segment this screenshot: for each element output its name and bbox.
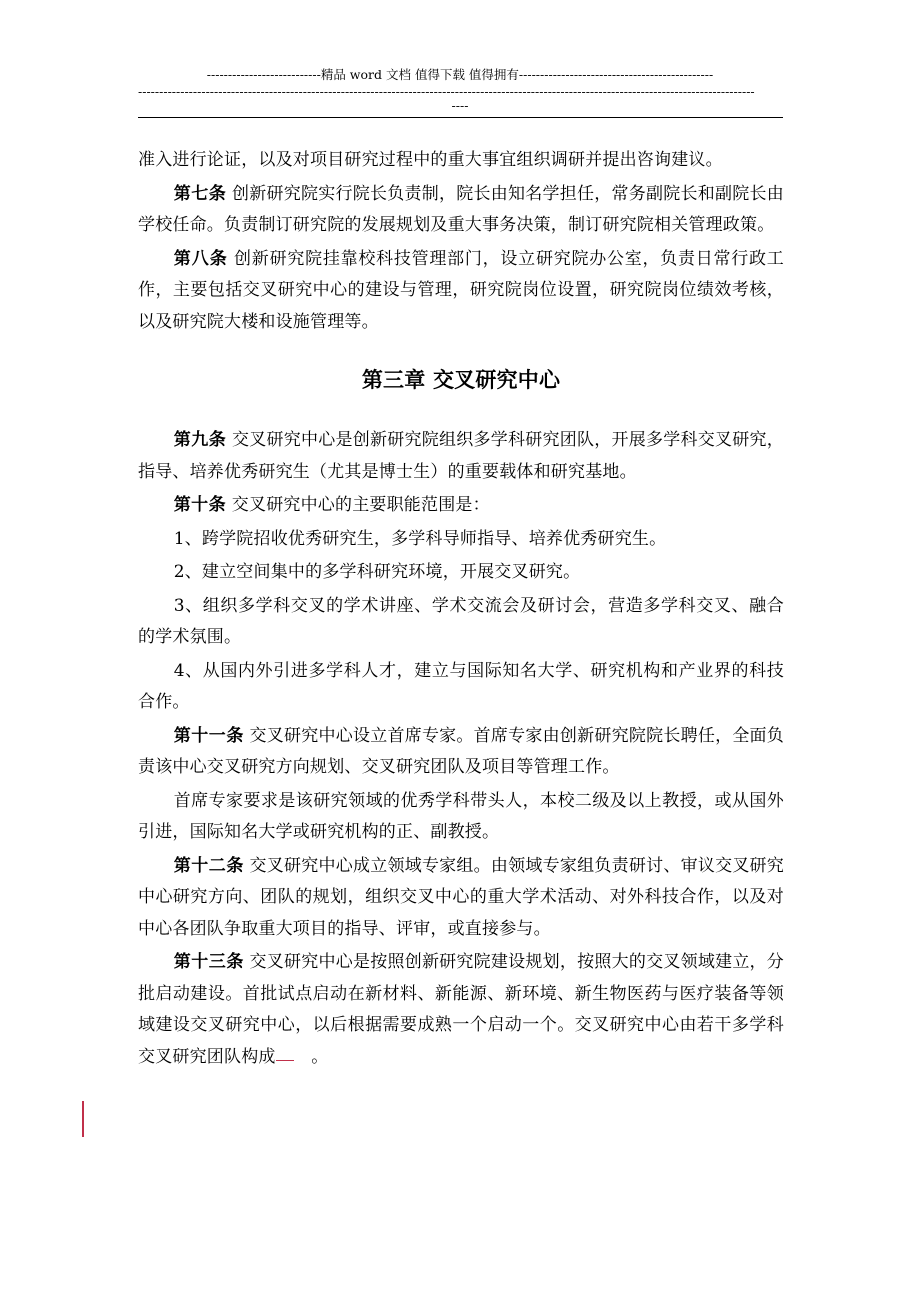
- article-12-label: 第十二条: [173, 855, 244, 876]
- article-8: [138, 244, 784, 339]
- article-9: [138, 425, 784, 488]
- revision-underline-mark: 。: [276, 1042, 294, 1061]
- article-11-label: 第十一条: [173, 725, 244, 746]
- article-8-text: 创新研究院挂靠校科技管理部门，设立研究院办公室，负责日常行政工作，主要包括交叉研究中心的建设与管理，研究院岗位设置，研究院岗位绩效考核，以及研究院大楼和设施管理等。: [138, 248, 785, 332]
- paragraph-chief-expert: 首席专家要求是该研究领域的优秀学科带头人，本校二级及以上教授，或从国外引进，国际知名大学或研究机构的正、副教授。: [138, 790, 784, 842]
- list-item-2: 2、建立空间集中的多学科研究环境，开展交叉研究。: [173, 562, 581, 582]
- document-body: [138, 145, 784, 1073]
- article-9-text: 交叉研究中心是创新研究院组织多学科研究团队，开展多学科交叉研究，指导、培养优秀研究生（尤其是博士生）的重要载体和研究基地。: [138, 430, 784, 482]
- article-11-text: 交叉研究中心设立首席专家。首席专家由创新研究院院长聘任，全面负责该中心交叉研究方向规划、交叉研究团队及项目等管理工作。: [138, 725, 784, 777]
- article-13-label: 第十三条: [173, 952, 244, 972]
- article-7-label: 第七条: [173, 183, 227, 204]
- article-9-label: 第九条: [173, 430, 227, 450]
- article-12-text: 交叉研究中心成立领域专家组。由领域专家组负责研讨、审议交叉研究中心研究方向、团队的规划，组织交叉中心的重大学术活动、对外科技合作，以及对中心各团队争取重大项目的指导、评审，或直接参与。: [138, 855, 784, 939]
- paragraph-continued: 准入进行论证，以及对项目研究过程中的重大事宜组织调研并提出咨询建议。: [138, 150, 723, 170]
- list-item-1: 1、跨学院招收优秀研究生，多学科导师指导、培养优秀研究生。: [173, 528, 667, 549]
- article-11: [138, 721, 784, 784]
- list-item-3: 3、组织多学科交叉的学术讲座、学术交流会及研讨会，营造多学科交叉、融合的学术氛围。: [138, 595, 784, 647]
- header-rule: [138, 117, 783, 118]
- article-10-label: 第十条: [173, 495, 227, 515]
- article-10-text: 交叉研究中心的主要职能范围是：: [231, 495, 490, 515]
- article-8-label: 第八条: [173, 248, 228, 269]
- chapter-heading: 第三章 交叉研究中心: [361, 368, 561, 392]
- article-7: [138, 179, 784, 242]
- page-header-title: ---------------------------精品 word 文档 值得下载 值得拥有----------------------------------------------: [206, 67, 714, 82]
- list-item-4: 4、从国内外引进多学科人才，建立与国际知名大学、研究机构和产业界的科技合作。: [138, 660, 784, 712]
- article-10: [138, 490, 784, 522]
- article-13-text: 交叉研究中心是按照创新研究院建设规划，按照大的交叉领域建立，分批启动建设。首批试点启动在新材料、新能源、新环境、新生物医药与医疗装备等领域建设交叉研究中心，以后根据需要成熟一个启动一个。交叉研究中心由若干多学科交叉研究团队构成: [138, 952, 784, 1067]
- revision-change-bar: [82, 1101, 84, 1137]
- article-7-text: 创新研究院实行院长负责制，院长由知名学担任，常务副院长和副院长由学校任命。负责制订研究院的发展规划及重大事务决策，制订研究院相关管理政策。: [138, 183, 784, 235]
- article-13: [138, 947, 784, 1073]
- article-12: [138, 851, 784, 946]
- page-header-dashes: --------------------------------------------------------------------------------------------------------------------------------------------------: [138, 84, 755, 99]
- page-header-dashes-tail: ----: [451, 98, 469, 113]
